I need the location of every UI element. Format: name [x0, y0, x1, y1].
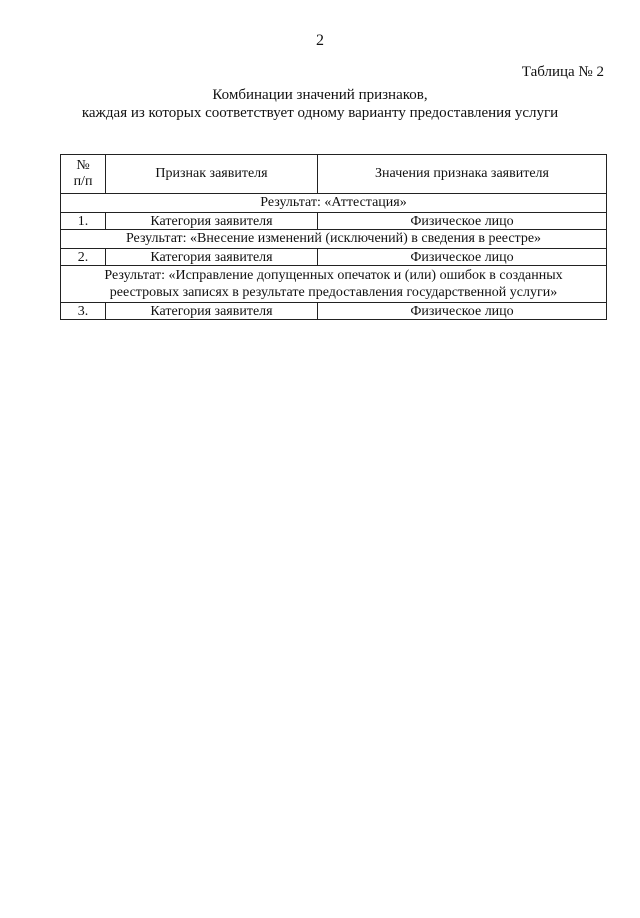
- header-number: [61, 155, 106, 194]
- result-row: [61, 266, 607, 303]
- result-line-2: реестровых записях в результате предоставления государственной услуги»: [109, 285, 558, 300]
- result-row: [61, 194, 607, 213]
- result-cell: Результат: «Внесение изменений (исключений) в сведения в реестре»: [61, 230, 607, 249]
- title-line-2: каждая из которых соответствует одному варианту предоставления услуги: [81, 105, 559, 121]
- title-line-1: Комбинации значений признаков,: [212, 87, 428, 103]
- header-attribute: Признак заявителя: [106, 155, 318, 194]
- header-number-symbol: №: [76, 158, 90, 173]
- result-cell: [61, 266, 607, 303]
- table-row: [61, 249, 607, 266]
- result-row: [61, 230, 607, 249]
- row-number: 1.: [61, 213, 106, 230]
- header-number-abbr: п/п: [73, 174, 93, 189]
- row-value: Физическое лицо: [318, 213, 607, 230]
- row-value: Физическое лицо: [318, 249, 607, 266]
- row-value: Физическое лицо: [318, 303, 607, 320]
- row-number: 2.: [61, 249, 106, 266]
- row-attribute: Категория заявителя: [106, 303, 318, 320]
- combinations-table: [60, 154, 607, 320]
- header-value: Значения признака заявителя: [318, 155, 607, 194]
- result-cell: Результат: «Аттестация»: [61, 194, 607, 213]
- row-number: 3.: [61, 303, 106, 320]
- table-row: [61, 303, 607, 320]
- row-attribute: Категория заявителя: [106, 249, 318, 266]
- document-title: [0, 86, 640, 122]
- result-line-1: Результат: «Исправление допущенных опечаток и (или) ошибок в созданных: [104, 268, 563, 283]
- table-label: Таблица № 2: [521, 64, 604, 80]
- table-header-row: [61, 155, 607, 194]
- page-number: 2: [316, 32, 324, 49]
- row-attribute: Категория заявителя: [106, 213, 318, 230]
- table-row: [61, 213, 607, 230]
